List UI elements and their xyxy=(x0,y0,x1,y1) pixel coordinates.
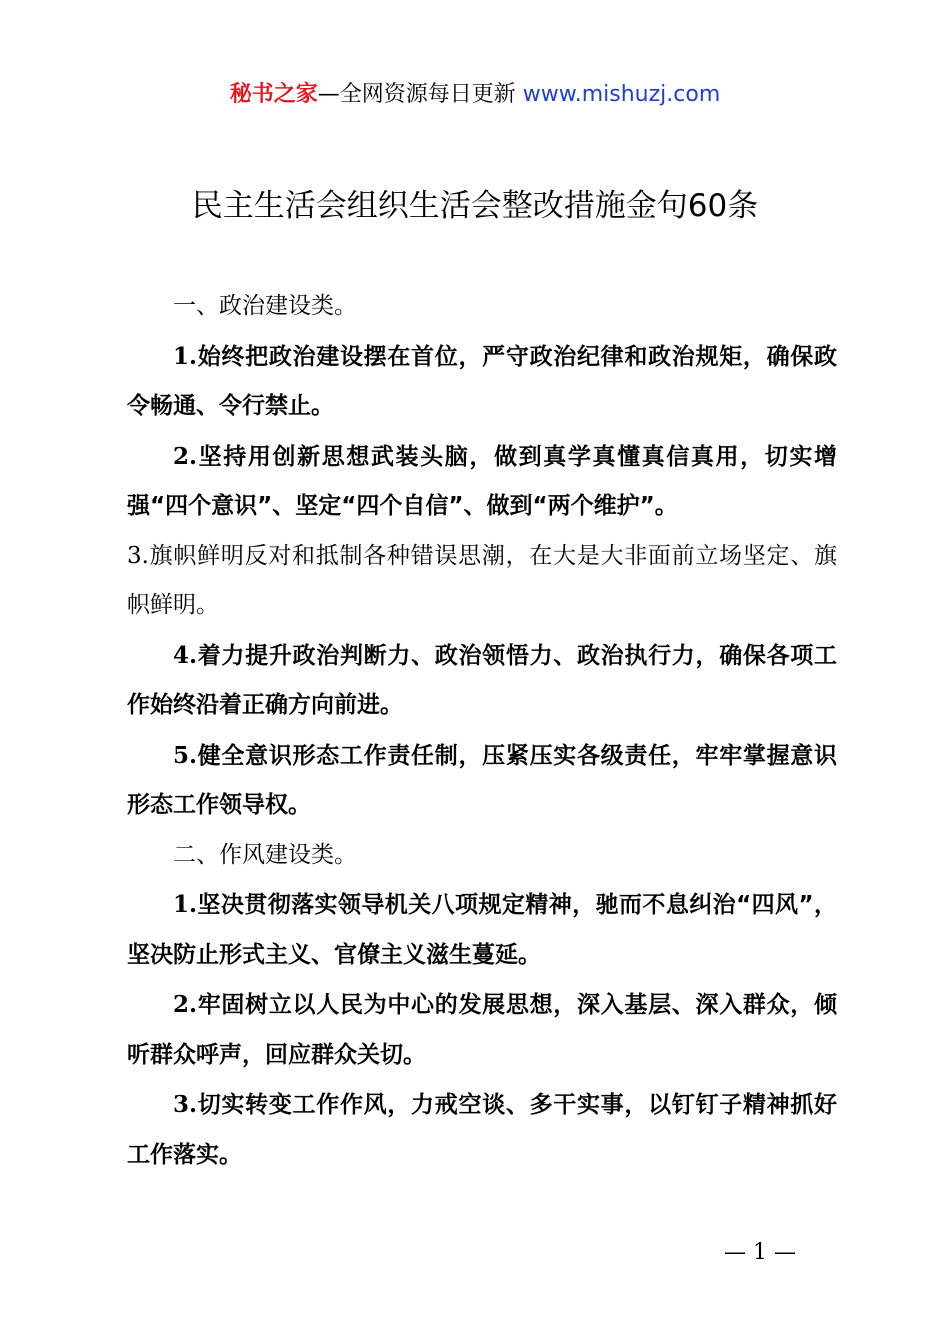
list-item xyxy=(127,731,837,831)
document-title: 民主生活会组织生活会整改措施金句60条 xyxy=(191,188,759,224)
item-number: 5. xyxy=(173,741,198,769)
list-item xyxy=(127,631,837,731)
item-text: 着力提升政治判断力、政治领悟力、政治执行力，确保各项工作始终沿着正确方向前进。 xyxy=(127,642,837,718)
item-text: 旗帜鲜明反对和抵制各种错误思潮，在大是大非面前立场坚定、旗帜鲜明。 xyxy=(127,542,837,618)
list-item xyxy=(127,432,837,532)
list-item xyxy=(127,532,837,631)
item-text: 坚持用创新思想武装头脑，做到真学真懂真信真用，切实增强“四个意识”、坚定“四个自信”、做到“两个维护”。 xyxy=(127,443,837,519)
item-text: 始终把政治建设摆在首位，严守政治纪律和政治规矩，确保政令畅通、令行禁止。 xyxy=(127,343,837,419)
list-item xyxy=(127,1080,837,1180)
page-number: — 1 — xyxy=(724,1240,796,1265)
item-text: 坚决贯彻落实领导机关八项规定精神，驰而不息纠治“四风”，坚决防止形式主义、官僚主义滋生蔓延。 xyxy=(127,892,837,968)
list-item xyxy=(127,880,837,980)
item-number: 1. xyxy=(173,342,198,370)
site-tagline: —全网资源每日更新 xyxy=(317,82,523,107)
list-item xyxy=(127,980,837,1080)
item-number: 2. xyxy=(173,991,198,1018)
section-heading-style: 二、作风建设类。 xyxy=(173,841,357,868)
item-number: 1. xyxy=(173,891,198,918)
item-text: 牢固树立以人民为中心的发展思想，深入基层、深入群众，倾听群众呼声，回应群众关切。 xyxy=(127,992,837,1068)
site-brand: 秘书之家 xyxy=(229,82,318,107)
list-item xyxy=(127,332,837,432)
item-text: 切实转变工作作风，力戒空谈、多干实事，以钉钉子精神抓好工作落实。 xyxy=(127,1092,837,1168)
section-heading-political: 一、政治建设类。 xyxy=(173,293,357,319)
item-number: 4. xyxy=(173,641,198,669)
item-number: 2. xyxy=(173,442,198,470)
site-url-link[interactable]: www.mishuzj.com xyxy=(522,82,721,107)
site-header xyxy=(0,78,950,112)
item-number: 3. xyxy=(173,1091,198,1118)
item-number: 3. xyxy=(127,542,149,569)
document-body xyxy=(127,282,837,1180)
item-text: 健全意识形态工作责任制，压紧压实各级责任，牢牢掌握意识形态工作领导权。 xyxy=(127,742,837,818)
